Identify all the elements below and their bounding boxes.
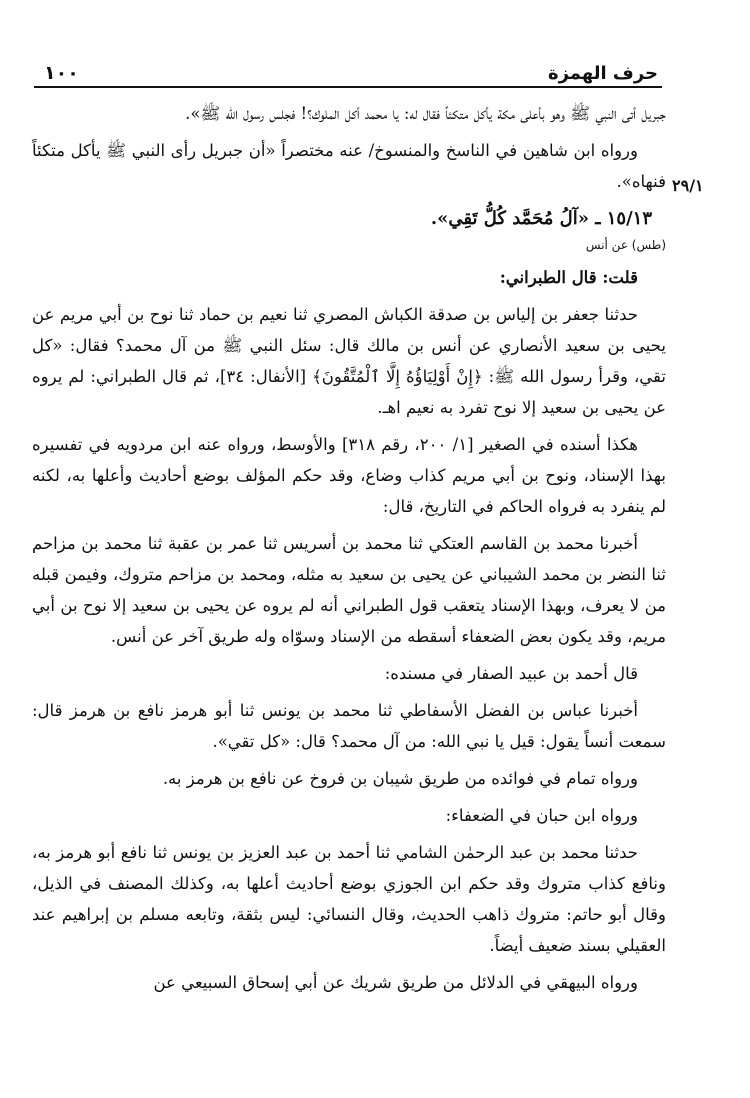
paragraph: ورواه ابن حبان في الضعفاء: [445,806,638,825]
paragraph: أخبرنا عباس بن الفضل الأسفاطي ثنا محمد بن يونس ثنا أبو هرمز نافع بن هرمز قال: سمعت أنساً يقول: قيل يا نبي الله: من آل محمد؟ قال: «كل تقي». [32,701,666,751]
paragraph: أخبرنا محمد بن القاسم العتكي ثنا محمد بن أسريس ثنا عمر بن عقبة ثنا محمد بن مزاحم ثنا النضر بن محمد الشيباني عن يحيى بن سعيد به مثله، ومحمد بن مزاحم متروك، وفيمن قبله من لا يعرف، وبهذا الإسناد يتعقب قول الطبراني أنه لم يروه عن يحيى بن سعيد إلا نوح بن أبي مريم، وقد يكون بعض الضعفاء أسقطه من الإسناد وسوّاه وله طريق آخر عن أنس. [32,534,666,646]
paragraph: هكذا أسنده في الصغير [١/ ٢٠٠، رقم ٣١٨] والأوسط، ورواه عنه ابن مردويه في تفسيره بهذا الإسناد، ونوح بن أبي مريم كذاب وضاع، وقد حكم المؤلف بوضع أحاديث وأعلها به، لكنه لم ينفرد به فرواه الحاكم في التاريخ، قال: [32,435,666,516]
paragraph: ورواه ابن شاهين في الناسخ والمنسوخ/ عنه مختصراً «أن جبريل رأى النبي ﷺ يأكل متكئاً فنهاه». [32,141,666,191]
paragraph: جبريل أتى النبي ﷺ وهو بأعلى مكة يأكل متكئاً فقال له: يا محمد أكل الملوك؟! فجلس رسول الله ﷺ». [185,104,666,123]
hadith-heading: ١٥/١٣ ـ «آلُ مُحَمَّد كُلُّ تَقِي». [430,208,652,229]
paragraph: حدثنا جعفر بن إلياس بن صدقة الكباش المصري ثنا نعيم بن حماد ثنا نوح بن أبي مريم عن يحيى بن سعيد الأنصاري عن أنس بن مالك قال: سئل النبي ﷺ من آل محمد؟ فقال: «كل تقي، وقرأ رسول الله ﷺ: ﴿إِنْ أَوْلِيَاؤُهُ إِلَّا ٱلْمُتَّقُونَ﴾ [الأنفال: ٣٤]، ثم قال الطبراني: لم يروه عن يحيى بن سعيد إلا نوح تفرد به نعيم اهـ. [32,305,666,417]
marginal-reference: ٢٩/١ [672,176,704,195]
paragraph: قال أحمد بن عبيد الصفار في مسنده: [384,664,638,683]
page-body [32,98,666,998]
paragraph: قلت: قال الطبراني: [499,268,638,287]
paragraph: ورواه تمام في فوائده من طريق شيبان بن فروخ عن نافع بن هرمز به. [162,769,638,788]
chapter-title: حرف الهمزة [547,63,658,84]
paragraph: ورواه البيهقي في الدلائل من طريق شريك عن أبي إسحاق السبيعي عن [153,973,638,992]
source-note: (طس) عن أنس [585,238,666,252]
paragraph: حدثنا محمد بن عبد الرحمٰن الشامي ثنا أحمد بن عبد العزيز بن يونس ثنا نافع أبو هرمز به، ونافع كذاب متروك وقد حكم ابن الجوزي بوضع أحاديث أعلها به، وكذلك المصنف في الذيل، وقال أبو حاتم: متروك ذاهب الحديث، وقال النسائي: ليس بثقة، وتابعه مسلم بن إبراهيم عند العقيلي بسند ضعيف أيضاً. [32,843,666,955]
page-number: ١٠٠ [44,62,79,84]
page-header [34,56,662,88]
